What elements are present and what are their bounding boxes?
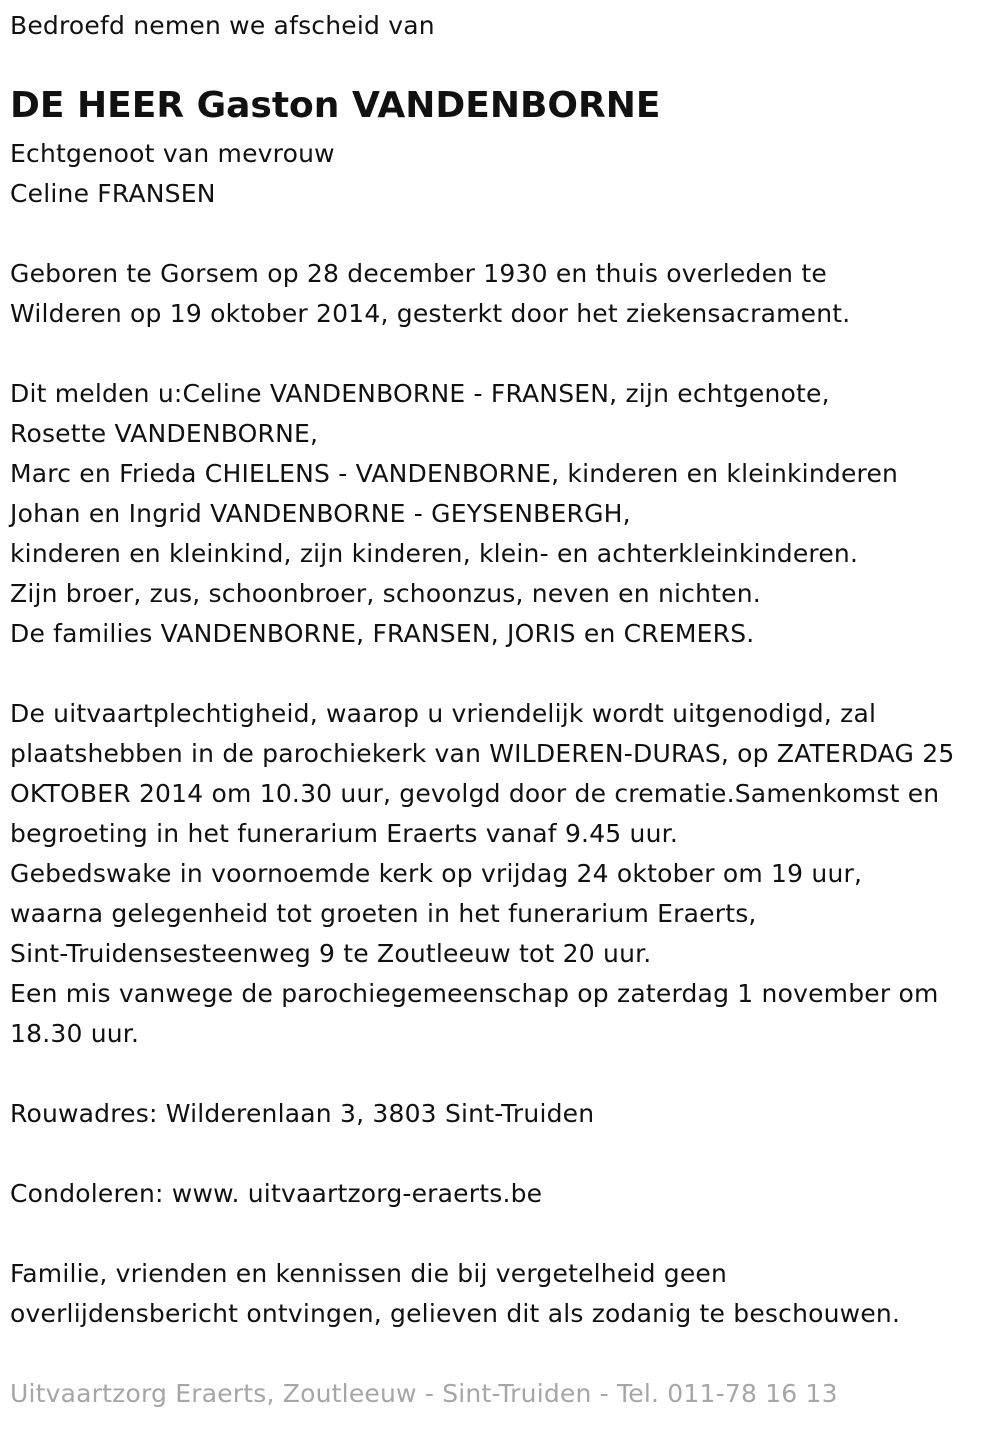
ceremony-line: 18.30 uur.	[10, 1019, 140, 1048]
deceased-name: DE HEER Gaston VANDENBORNE	[10, 85, 661, 126]
spouse-section	[10, 134, 335, 214]
ceremony-line: waarna gelegenheid tot groeten in het funerarium Eraerts,	[10, 899, 757, 928]
intro-text: Bedroefd nemen we afscheid van	[10, 11, 435, 40]
family-line: Johan en Ingrid VANDENBORNE - GEYSENBERGH,	[10, 499, 631, 528]
ceremony-section	[10, 694, 954, 1054]
ceremony-line: Een mis vanwege de parochiegemeenschap op zaterdag 1 november om	[10, 979, 939, 1008]
spouse-name: Celine FRANSEN	[10, 179, 216, 208]
ceremony-line: plaatshebben in de parochiekerk van WILDEREN-DURAS, op ZATERDAG 25	[10, 739, 955, 768]
address-line: Rouwadres: Wilderenlaan 3, 3803 Sint-Truiden	[10, 1099, 595, 1128]
ceremony-line: Sint-Truidensesteenweg 9 te Zoutleeuw tot 20 uur.	[10, 939, 652, 968]
family-line: Dit melden u:Celine VANDENBORNE - FRANSEN, zijn echtgenote,	[10, 379, 830, 408]
ceremony-line: OKTOBER 2014 om 10.30 uur, gevolgd door de crematie.Samenkomst en	[10, 779, 940, 808]
condolences	[10, 1174, 542, 1214]
ceremony-line: Gebedswake in voornoemde kerk op vrijdag 24 oktober om 19 uur,	[10, 859, 863, 888]
family-line: De families VANDENBORNE, FRANSEN, JORIS en CREMERS.	[10, 619, 755, 648]
funeral-home-footer: Uitvaartzorg Eraerts, Zoutleeuw - Sint-Truiden - Tel. 011-78 16 13	[10, 1379, 838, 1408]
ceremony-line: De uitvaartplechtigheid, waarop u vriendelijk wordt uitgenodigd, zal	[10, 699, 877, 728]
spouse-line: Echtgenoot van mevrouw	[10, 139, 335, 168]
family-line: Rosette VANDENBORNE,	[10, 419, 319, 448]
notice-note	[10, 1254, 900, 1334]
family-line: kinderen en kleinkind, zijn kinderen, klein- en achterkleinkinderen.	[10, 539, 859, 568]
birth-death-line: Wilderen op 19 oktober 2014, gesterkt door het ziekensacrament.	[10, 299, 851, 328]
birth-death-line: Geboren te Gorsem op 28 december 1930 en thuis overleden te	[10, 259, 827, 288]
condolences-line: Condoleren: www. uitvaartzorg-eraerts.be	[10, 1179, 543, 1208]
note-line: Familie, vrienden en kennissen die bij vergetelheid geen	[10, 1259, 728, 1288]
mourning-address	[10, 1094, 594, 1134]
ceremony-line: begroeting in het funerarium Eraerts vanaf 9.45 uur.	[10, 819, 678, 848]
family-line: Marc en Frieda CHIELENS - VANDENBORNE, kinderen en kleinkinderen	[10, 459, 899, 488]
birth-death-section	[10, 254, 850, 334]
note-line: overlijdensbericht ontvingen, gelieven dit als zodanig te beschouwen.	[10, 1299, 901, 1328]
family-section	[10, 374, 898, 654]
family-line: Zijn broer, zus, schoonbroer, schoonzus, neven en nichten.	[10, 579, 761, 608]
